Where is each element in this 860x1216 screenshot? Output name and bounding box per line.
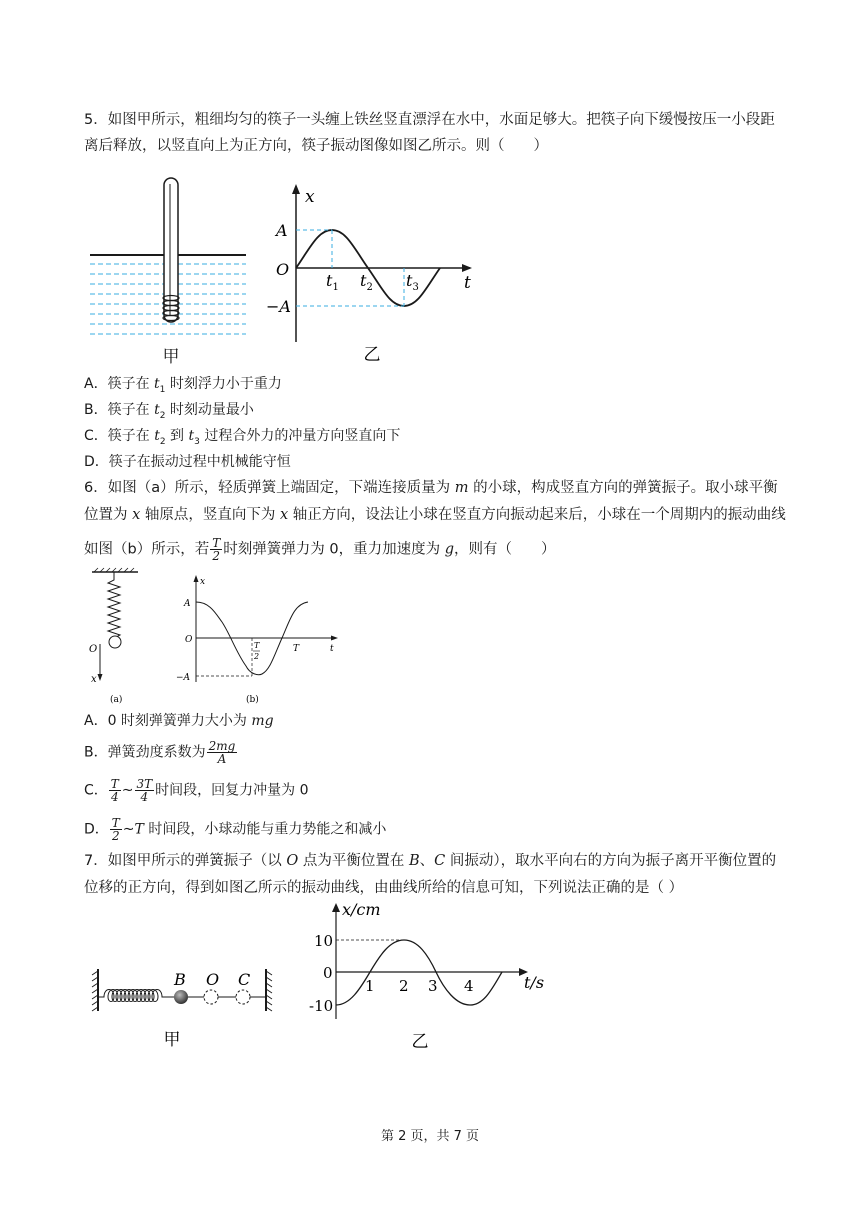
- q7-caption-jia: 甲: [163, 1030, 181, 1050]
- svg-text:t2: [360, 271, 373, 293]
- q5-t1-sub: 1: [332, 282, 339, 293]
- q5-option-D[interactable]: D．筷子在振动过程中机械能守恒: [84, 454, 291, 470]
- q5-y-label: x: [305, 187, 315, 207]
- q7-xtick-1: 1: [365, 977, 375, 995]
- q5-option-C[interactable]: C．筷子在 $t_2$ 到 $t_3$ 过程合外力的冲量方向竖直向下: [84, 428, 401, 447]
- q6-origin-label: O: [185, 635, 193, 645]
- q6-line1: 6．如图（a）所示，轻质弹簧上端固定，下端连接质量为 m 的小球，构成竖直方向的弹簧振子。取小球平衡: [84, 480, 778, 496]
- q6-spring-x: x: [91, 674, 97, 685]
- q5-origin-label: O: [276, 260, 290, 279]
- q6-half-den: 2: [254, 652, 260, 661]
- q5-t2-label: t: [360, 271, 367, 290]
- q7-label-O: O: [206, 970, 220, 989]
- q5-line2: 离后释放，以竖直向上为正方向，筷子振动图像如图乙所示。则（ ）: [84, 138, 548, 154]
- q5-option-B[interactable]: B．筷子在 $t_2$ 时刻动量最小: [84, 402, 254, 421]
- q7-line1: 7．如图甲所示的弹簧振子（以 O 点为平衡位置在 B、C 间振动），取水平向右的方向为振子离开平衡位置的: [84, 853, 777, 869]
- q5-t2-sub: 2: [366, 282, 373, 293]
- q5-t3-sub: 3: [412, 282, 419, 293]
- q6-option-A[interactable]: A．0 时刻弹簧弹力大小为 mg: [84, 713, 274, 729]
- q7-ytick-neg10: -10: [309, 997, 334, 1015]
- q5-negA-label: −A: [266, 297, 291, 316]
- q6-A-label: A: [184, 599, 191, 609]
- q6-x-label: t: [330, 644, 334, 654]
- q5-t3-label: t: [406, 271, 413, 290]
- q7-ball-B: [174, 990, 188, 1004]
- q5-figure-yi: [260, 180, 490, 370]
- svg-text:t3: [406, 271, 419, 293]
- q6-option-D[interactable]: D． $\frac{T}{2}$ ~T 时间段，小球动能与重力势能之和减小: [84, 816, 387, 843]
- q6-figure-b: [170, 572, 350, 706]
- q5-option-A[interactable]: A．筷子在 $t_1$ 时刻浮力小于重力: [84, 376, 282, 395]
- q7-figure-jia: [86, 965, 286, 1055]
- q5-caption-jia: 甲: [162, 347, 180, 367]
- q6-option-B[interactable]: B．弹簧劲度系数为 $\frac{2mg}{A}$: [84, 739, 236, 766]
- q7-ytick-0: 0: [323, 964, 333, 982]
- q6-y-label: x: [200, 577, 206, 587]
- q6-line3: 如图（b）所示，若 $\frac{T}{2}$ 时刻弹簧弹力为 0，重力加速度为 g，则有（ ）: [84, 536, 556, 563]
- q6-spring-O: O: [89, 644, 98, 655]
- q6-T-label: T: [293, 644, 300, 654]
- q6-figure-a: [86, 568, 156, 708]
- q7-xtick-3: 3: [428, 977, 438, 995]
- q7-label-B: B: [174, 970, 186, 989]
- q7-spring-coil: [98, 990, 174, 1002]
- q7-xtick-2: 2: [399, 977, 409, 995]
- q5-figure-jia: [86, 170, 256, 370]
- q7-y-label: x/cm: [342, 900, 381, 919]
- q7-ytick-10: 10: [314, 932, 334, 950]
- q6-line2: 位置为 x 轴原点，竖直向下为 x 轴正方向，设法让小球在竖直方向振动起来后，小球在一个周期内的振动曲线: [84, 507, 786, 523]
- q7-figure-yi: [306, 897, 556, 1057]
- q5-t1-label: t: [326, 271, 333, 290]
- q7-line2: 位移的正方向，得到如图乙所示的振动曲线，由曲线所给的信息可知，下列说法正确的是（ ）: [84, 880, 684, 896]
- q6-fig-b-label: (b): [246, 695, 259, 705]
- q6-negA-label: −A: [176, 673, 191, 683]
- svg-text:t1: [326, 271, 339, 293]
- q6-half-num: T: [254, 641, 260, 650]
- q7-x-label: t/s: [524, 973, 545, 992]
- q5-caption-yi: 乙: [363, 345, 381, 365]
- q6-option-C[interactable]: C． $\frac{T}{4}$ ~ $\frac{3T}{4}$ 时间段，回复力冲量为 0: [84, 777, 309, 804]
- q5-line1: 5．如图甲所示，粗细均匀的筷子一头缠上铁丝竖直漂浮在水中，水面足够大。把筷子向下缓慢按压一小段距: [84, 112, 775, 128]
- q6-fig-a-label: (a): [110, 695, 123, 705]
- q7-caption-yi: 乙: [411, 1032, 429, 1052]
- q6-ball: [109, 636, 121, 648]
- page-footer: 第 2 页，共 7 页: [380, 1129, 480, 1144]
- q6-spring-coil: [108, 572, 120, 642]
- q7-label-C: C: [238, 970, 251, 989]
- q7-xtick-4: 4: [464, 977, 474, 995]
- q5-A-label: A: [276, 221, 288, 240]
- q5-x-label: t: [464, 273, 471, 293]
